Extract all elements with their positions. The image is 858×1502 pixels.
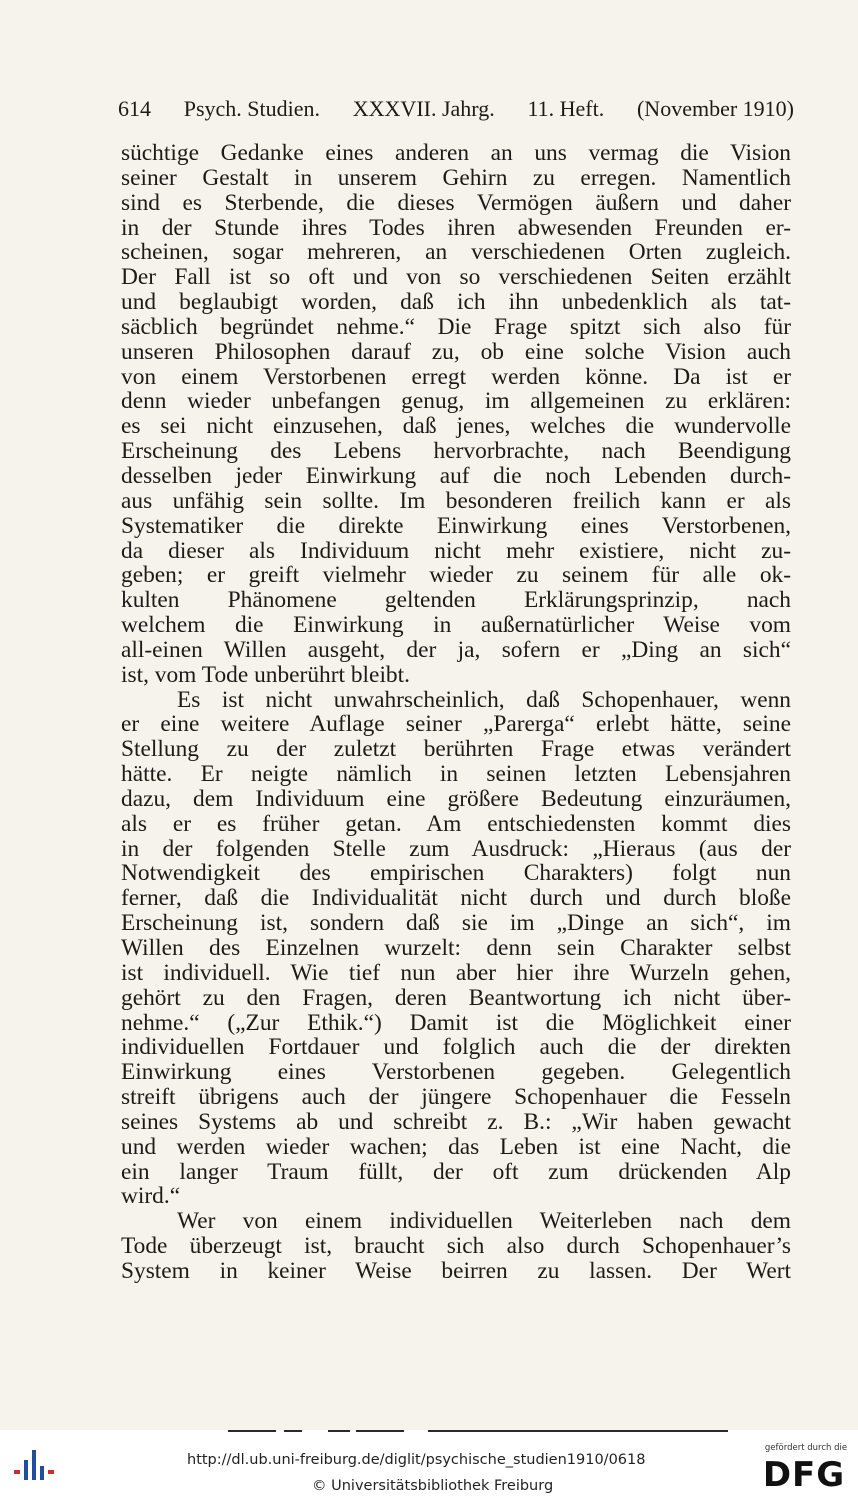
text-line: streift übrigens auch der jüngere Schopenhauer die Fesseln <box>121 1085 791 1110</box>
running-header <box>118 92 794 126</box>
text-line: individuellen Fortdauer und folglich auch die der direkten <box>121 1035 791 1061</box>
text-line: nehme.“ („Zur Ethik.“) Damit ist die Möglichkeit einer <box>121 1010 791 1036</box>
text-line: wird.“ <box>121 1184 181 1210</box>
text-line: Notwendigkeit des empirischen Charakters) folgt nun <box>121 861 791 887</box>
text-line: Der Fall ist so oft und von so verschiedenen Seiten erzählt <box>121 265 791 291</box>
text-line: welchem die Einwirkung in außernatürlicher Weise vom <box>121 613 791 638</box>
text-line: aus unfähig sein sollte. Im besonderen freilich kann er als <box>121 488 791 514</box>
dfg-logo: DFG <box>762 1455 846 1495</box>
text-line: desselben jeder Einwirkung auf die noch Lebenden durch- <box>121 463 791 489</box>
text-line: säcblich begründet nehme.“ Die Frage spitzt sich also für <box>121 314 791 340</box>
text-line: süchtige Gedanke eines anderen an uns vermag die Vision <box>121 141 791 166</box>
text-line: ist, vom Tode unberührt bleibt. <box>121 662 410 688</box>
ub-freiburg-logo-icon <box>12 1448 56 1492</box>
text-line: kulten Phänomene geltenden Erklärungsprinzip, nach <box>121 588 791 614</box>
text-line: und beglaubigt worden, daß ich ihn unbedenklich als tat- <box>121 290 791 315</box>
text-line: da dieser als Individuum nicht mehr existiere, nicht zu- <box>121 538 791 564</box>
text-line: in der folgenden Stelle zum Ausdruck: „Hieraus (aus der <box>121 836 791 862</box>
text-line: als er es früher getan. Am entschiedensten kommt dies <box>121 811 791 837</box>
text-line: geben; er greift vielmehr wieder zu seinem für alle ok- <box>121 563 791 589</box>
viewer-footer <box>0 1440 858 1502</box>
text-line: und werden wieder wachen; das Leben ist eine Nacht, die <box>121 1134 791 1160</box>
text-line: unseren Philosophen darauf zu, ob eine solche Vision auch <box>121 339 791 365</box>
scan-edge-marks <box>228 1430 728 1432</box>
text-line: Tode überzeugt ist, braucht sich also durch Schopenhauer’s <box>121 1234 791 1259</box>
text-line: Willen des Einzelnen wurzelt: denn sein Charakter selbst <box>121 936 791 961</box>
funding-note: gefördert durch die <box>764 1443 848 1453</box>
issue-label: 11. Heft. <box>527 96 605 121</box>
text-line: sind es Sterbende, die dieses Vermögen äußern und daher <box>121 190 791 216</box>
text-line: Es ist nicht unwahrscheinlich, daß Schopenhauer, wenn <box>177 687 791 713</box>
text-line: in der Stunde ihres Todes ihren abwesenden Freunden er- <box>121 215 791 241</box>
body-text <box>121 141 791 1284</box>
text-line: es sei nicht einzusehen, daß jenes, welches die wundervolle <box>121 414 791 440</box>
issue-date: (November 1910) <box>636 96 794 121</box>
text-line: von einem Verstorbenen erregt werden könne. Da ist er <box>121 364 791 390</box>
text-line: denn wieder unbefangen genug, im allgemeinen zu erklären: <box>121 389 791 415</box>
text-line: seiner Gestalt in unserem Gehirn zu erregen. Namentlich <box>121 165 791 191</box>
volume-label: XXXVII. Jahrg. <box>352 96 495 121</box>
text-line: ferner, daß die Individualität nicht durch und durch bloße <box>121 886 791 912</box>
page-number: 614 <box>118 96 151 121</box>
text-line: scheinen, sogar mehreren, an verschiedenen Orten zugleich. <box>121 240 791 266</box>
text-line: Erscheinung ist, sondern daß sie im „Dinge an sich“, im <box>121 911 791 936</box>
text-line: Einwirkung eines Verstorbenen gegeben. Gelegentlich <box>121 1060 791 1086</box>
journal-title: Psych. Studien. <box>183 96 321 121</box>
text-line: Stellung zu der zuletzt berührten Frage etwas verändert <box>121 737 791 763</box>
text-line: gehört zu den Fragen, deren Beantwortung ich nicht über- <box>121 985 791 1011</box>
text-line: er eine weitere Auflage seiner „Parerga“ erlebt hätte, seine <box>121 712 791 738</box>
text-line: ist individuell. Wie tief nun aber hier ihre Wurzeln gehen, <box>121 960 791 986</box>
text-line: Erscheinung des Lebens hervorbrachte, nach Beendigung <box>121 439 791 464</box>
copyright-notice: © Universitätsbibliothek Freiburg <box>312 1478 554 1494</box>
text-line: System in keiner Weise beirren zu lassen. Der Wert <box>121 1258 791 1284</box>
text-line: Systematiker die direkte Einwirkung eines Verstorbenen, <box>121 513 791 539</box>
text-line: Wer von einem individuellen Weiterleben nach dem <box>177 1209 791 1235</box>
text-line: ein langer Traum füllt, der oft zum drückenden Alp <box>121 1159 791 1185</box>
text-line: all-einen Willen ausgeht, der ja, sofern er „Ding an sich“ <box>121 637 791 663</box>
text-line: seines Systems ab und schreibt z. B.: „Wir haben gewacht <box>121 1109 791 1135</box>
text-line: dazu, dem Individuum eine größere Bedeutung einzuräumen, <box>121 786 791 812</box>
text-line: hätte. Er neigte nämlich in seinen letzten Lebensjahren <box>121 762 791 787</box>
permalink-url[interactable]: http://dl.ub.uni-freiburg.de/diglit/psychische_studien1910/0618 <box>187 1452 646 1468</box>
